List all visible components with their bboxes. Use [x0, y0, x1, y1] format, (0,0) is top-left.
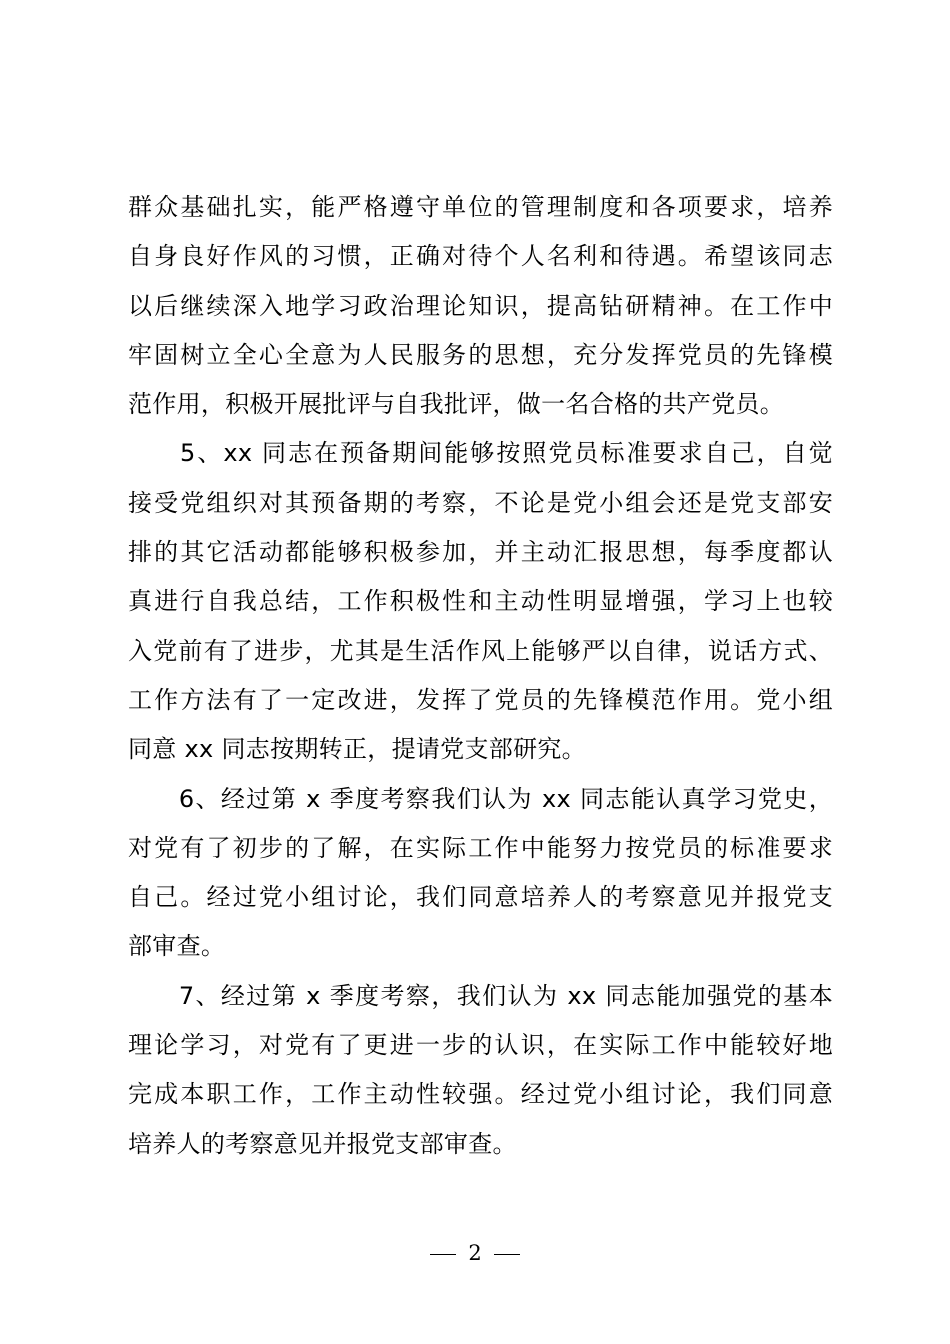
text-line: 自身良好作风的习惯，正确对待个人名利和待遇。希望该同志	[128, 242, 833, 271]
text-line: 入党前有了进步，尤其是生活作风上能够严以自律，说话方式、	[128, 636, 833, 665]
text-line: 群众基础扎实，能严格遵守单位的管理制度和各项要求，培养	[128, 193, 833, 221]
text-line: 真进行自我总结，工作积极性和主动性明显增强，学习上也较	[128, 587, 833, 616]
page-number	[0, 1238, 950, 1268]
text-line: 范作用，积极开展批评与自我批评，做一名合格的共产党员。	[128, 390, 785, 419]
body-text	[128, 183, 833, 1169]
text-line: 牢固树立全心全意为人民服务的思想，充分发挥党员的先锋模	[128, 340, 833, 369]
text-line: 6、经过第 x 季度考察我们认为 xx 同志能认真学习党史，	[128, 784, 833, 813]
text-line: 对党有了初步的了解，在实际工作中能努力按党员的标准要求	[128, 833, 833, 862]
text-line: 以后继续深入地学习政治理论知识，提高钻研精神。在工作中	[128, 291, 833, 320]
text-line: 完成本职工作，工作主动性较强。经过党小组讨论，我们同意	[128, 1080, 833, 1109]
text-line: 自己。经过党小组讨论，我们同意培养人的考察意见并报党支	[128, 883, 833, 912]
page-number-value: 2	[468, 1241, 482, 1265]
text-line: 工作方法有了一定改进，发挥了党员的先锋模范作用。党小组	[128, 685, 833, 714]
text-line: 部审查。	[128, 932, 226, 961]
dash-left	[430, 1254, 456, 1255]
text-line: 培养人的考察意见并报党支部审查。	[128, 1129, 517, 1158]
text-line: 5、xx 同志在预备期间能够按照党员标准要求自己，自觉	[128, 439, 833, 468]
dash-right	[494, 1254, 520, 1255]
text-line: 同意 xx 同志按期转正，提请党支部研究。	[128, 735, 586, 764]
text-line: 排的其它活动都能够积极参加，并主动汇报思想，每季度都认	[128, 538, 833, 567]
text-line: 接受党组织对其预备期的考察，不论是党小组会还是党支部安	[128, 488, 833, 517]
text-line: 理论学习，对党有了更进一步的认识，在实际工作中能较好地	[128, 1031, 833, 1060]
text-line: 7、经过第 x 季度考察，我们认为 xx 同志能加强党的基本	[128, 981, 833, 1010]
